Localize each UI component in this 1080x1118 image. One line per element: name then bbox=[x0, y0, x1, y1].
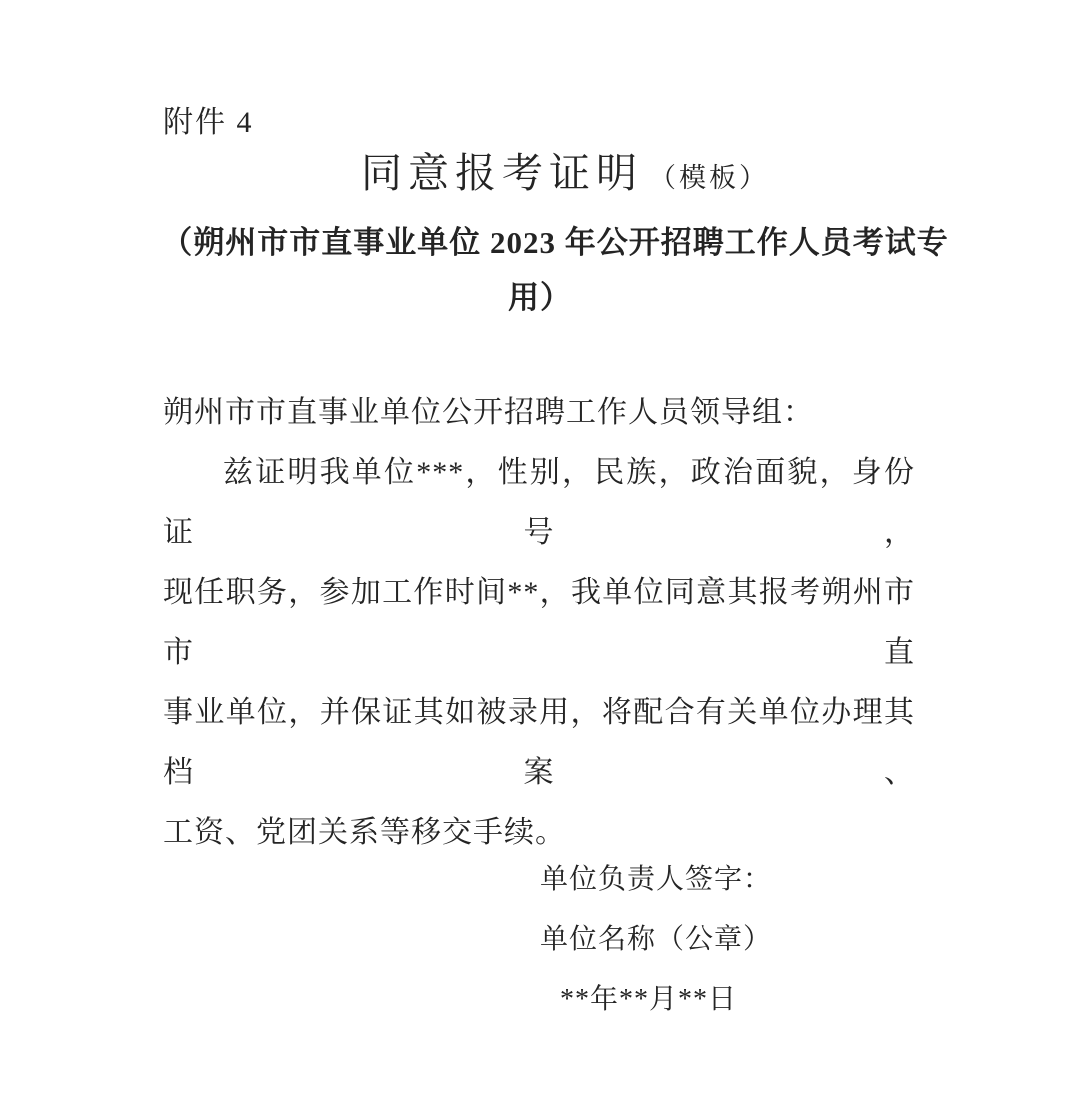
document-title-suffix: （模板） bbox=[649, 163, 769, 193]
body-line: 兹证明我单位***，性别，民族，政治面貌，身份证号， bbox=[163, 456, 915, 549]
unit-seal-label: 单位名称（公章） bbox=[540, 924, 773, 955]
document-subtitle bbox=[0, 215, 1080, 325]
document-body bbox=[163, 383, 915, 863]
document-title-row bbox=[25, 148, 1080, 198]
subtitle-line: 用） bbox=[508, 280, 572, 315]
body-line: 事业单位，并保证其如被录用，将配合有关单位办理其档案、 bbox=[163, 696, 915, 789]
date-placeholder: **年**月**日 bbox=[560, 984, 738, 1015]
subtitle-line: （朔州市市直事业单位 2023 年公开招聘工作人员考试专 bbox=[161, 225, 949, 260]
body-line: 工资、党团关系等移交手续。 bbox=[163, 816, 566, 849]
salutation-line: 朔州市市直事业单位公开招聘工作人员领导组： bbox=[163, 396, 814, 429]
signature-block bbox=[540, 850, 772, 1030]
body-line: 现任职务，参加工作时间**，我单位同意其报考朔州市市直 bbox=[163, 576, 915, 669]
attachment-label: 附件 4 bbox=[163, 106, 254, 139]
signer-signature-label: 单位负责人签字： bbox=[540, 864, 773, 895]
document-title: 同意报考证明 bbox=[361, 150, 643, 196]
